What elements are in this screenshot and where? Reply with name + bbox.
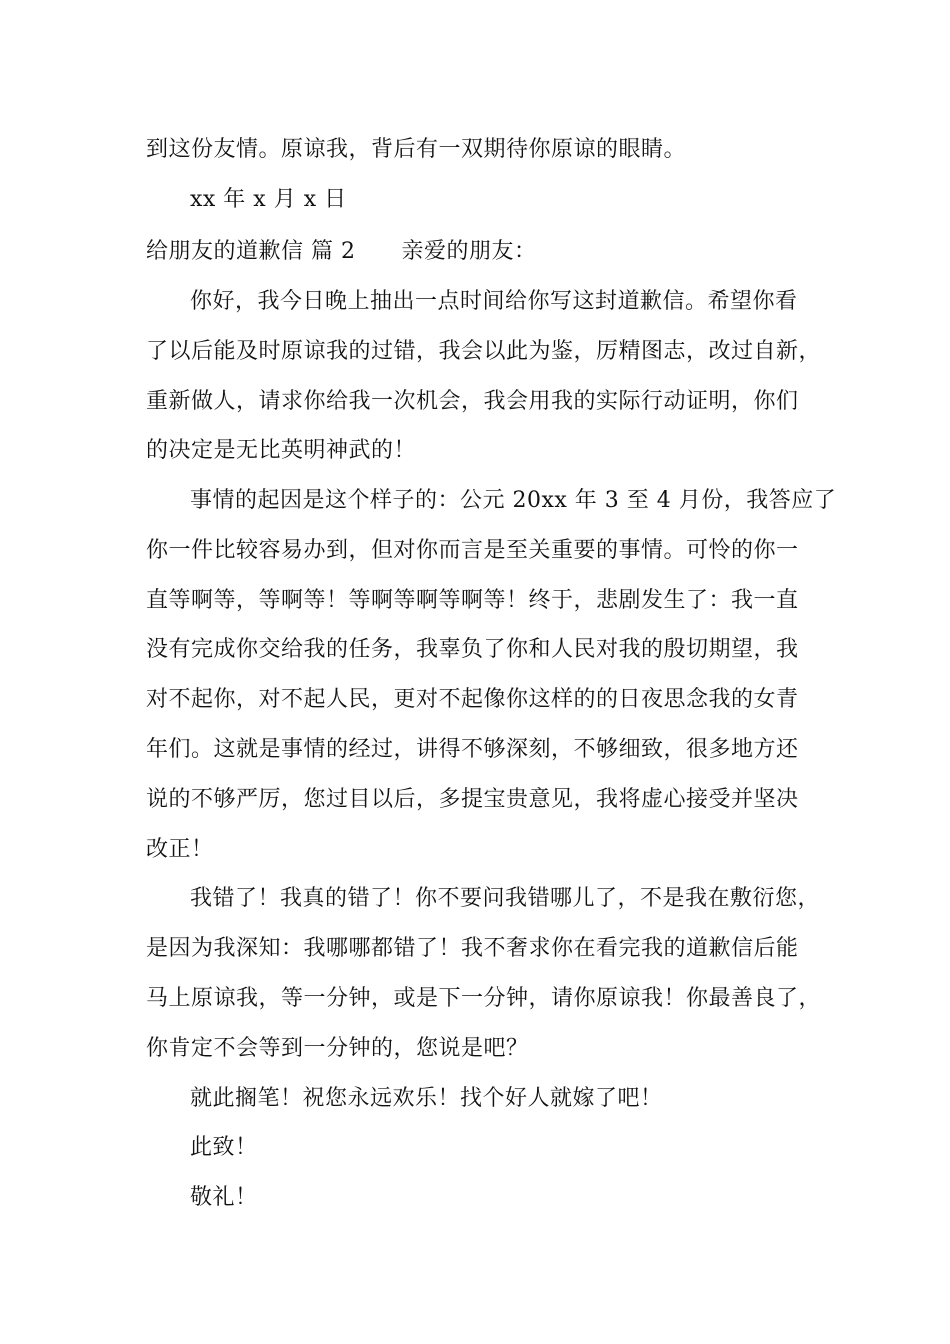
letter-title: 给朋友的道歉信 篇 2 [146,239,356,264]
paragraph-line: 你一件比较容易办到，但对你而言是至关重要的事情。可怜的你一 [146,538,799,563]
paragraph-line: 重新做人，请求你给我一次机会，我会用我的实际行动证明，你们 [146,389,799,414]
paragraph-line: 直等啊等，等啊等！等啊等啊等啊等！终于，悲剧发生了：我一直 [146,588,799,613]
paragraph-line: 说的不够严厉，您过目以后，多提宝贵意见，我将虚心接受并坚决 [146,787,799,812]
paragraph-line: 对不起你，对不起人民，更对不起像你这样的的日夜思念我的女青 [146,687,799,712]
continuation-line: 到这份友情。原谅我，背后有一双期待你原谅的眼睛。 [146,137,687,162]
closing-wish: 就此搁笔！祝您永远欢乐！找个好人就嫁了吧！ [190,1086,663,1111]
letter-date: xx 年 x 月 x 日 [190,187,347,212]
closing-jingli: 敬礼！ [190,1185,258,1210]
paragraph-line: 马上原谅我，等一分钟，或是下一分钟，请你原谅我！你最善良了， [146,986,822,1011]
paragraph-line: 我错了！我真的错了！你不要问我错哪儿了，不是我在敷衍您， [190,886,821,911]
paragraph-line: 了以后能及时原谅我的过错，我会以此为鉴，厉精图志，改过自新， [146,339,822,364]
paragraph-line: 事情的起因是这个样子的：公元 20xx 年 3 至 4 月份，我答应了 [190,488,837,513]
closing-cizhi: 此致！ [190,1135,258,1160]
paragraph-line: 改正！ [146,837,214,862]
paragraph-line: 没有完成你交给我的任务，我辜负了你和人民对我的殷切期望，我 [146,637,799,662]
paragraph-line: 你肯定不会等到一分钟的，您说是吧？ [146,1036,529,1061]
paragraph-line: 的决定是无比英明神武的！ [146,438,417,463]
letter-heading [146,238,537,266]
paragraph-line: 你好，我今日晚上抽出一点时间给你写这封道歉信。希望你看 [190,289,798,314]
paragraph-line: 是因为我深知：我哪哪都错了！我不奢求你在看完我的道歉信后能 [146,936,799,961]
letter-salutation: 亲爱的朋友： [401,239,537,264]
paragraph-line: 年们。这就是事情的经过，讲得不够深刻，不够细致，很多地方还 [146,737,799,762]
